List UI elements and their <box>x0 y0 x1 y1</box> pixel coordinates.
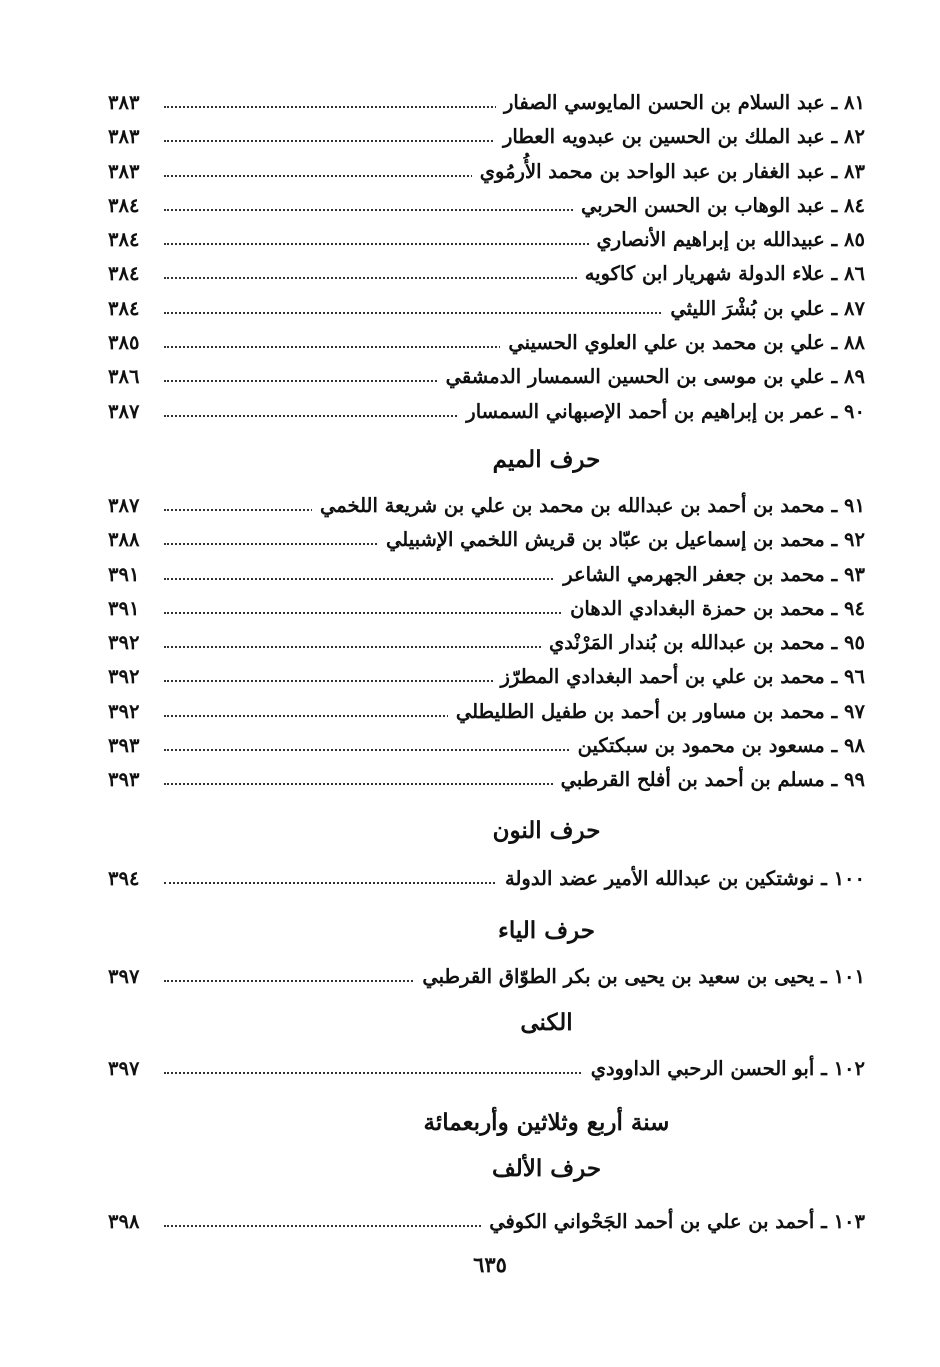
entry-page-number: ٣٩١ <box>108 558 156 592</box>
entry-title: ١٠٠ ـ نوشتكين بن عبدالله الأمير عضد الدولة <box>497 862 865 896</box>
entry-title: ٩٠ ـ عمر بن إبراهيم بن أحمد الإصبهاني السمسار <box>458 395 865 429</box>
entry-page-number: ٣٨٤ <box>108 257 156 291</box>
entry-title: ١٠٣ ـ أحمد بن علي بن أحمد الجَحْواني الكوفي <box>481 1205 865 1239</box>
entry-title: ٨١ ـ عبد السلام بن الحسن المايوسي الصفار <box>496 86 865 120</box>
entry-page-number: ٣٩١ <box>108 592 156 626</box>
toc-entry <box>108 489 865 523</box>
section-heading: حرف الميم <box>492 445 601 473</box>
entry-title: ٩٤ ـ محمد بن حمزة البغدادي الدهان <box>562 592 865 626</box>
entry-title: ٩٧ ـ محمد بن مساور بن أحمد بن طفيل الطليطلي <box>448 695 865 729</box>
section-heading: حرف الألف <box>491 1154 602 1182</box>
entry-title: ٩٥ ـ محمد بن عبدالله بن بُندار المَرْنْدي <box>541 626 865 660</box>
toc-entry <box>108 120 865 154</box>
entry-page-number: ٣٨٧ <box>108 489 156 523</box>
toc-entry <box>108 862 865 896</box>
entry-list <box>108 1052 865 1086</box>
entry-page-number: ٣٨٣ <box>108 155 156 189</box>
toc-entry <box>108 155 865 189</box>
section-heading: حرف الياء <box>498 916 595 944</box>
entry-list <box>108 1205 865 1239</box>
entry-page-number: ٣٩٧ <box>108 1052 156 1086</box>
entry-title: ٩٦ ـ محمد بن علي بن أحمد البغدادي المطرّز <box>493 660 865 694</box>
entry-title: ٩٨ ـ مسعود بن محمود بن سبكتكين <box>570 729 865 763</box>
toc-entry <box>108 626 865 660</box>
entry-page-number: ٣٨٣ <box>108 86 156 120</box>
entry-page-number: ٣٩٧ <box>108 960 156 994</box>
toc-entry <box>108 395 865 429</box>
entry-page-number: ٣٩٣ <box>108 729 156 763</box>
entry-title: ٨٩ ـ علي بن موسى بن الحسين السمسار الدمشقي <box>438 360 865 394</box>
section-heading: الكنى <box>520 1009 573 1037</box>
entry-title: ٨٥ ـ عبيدالله بن إبراهيم الأنصاري <box>589 223 865 257</box>
entry-title: ٩٢ ـ محمد بن إسماعيل بن عبّاد بن قريش اللخمي الإشبيلي <box>378 523 865 557</box>
entry-page-number: ٣٨٧ <box>108 395 156 429</box>
toc-entry <box>108 523 865 557</box>
entry-title: ٨٦ ـ علاء الدولة شهريار ابن كاكويه <box>577 257 865 291</box>
entry-page-number: ٣٨٣ <box>108 120 156 154</box>
entry-page-number: ٣٩٤ <box>108 862 156 896</box>
dot-leader <box>164 882 495 884</box>
table-of-contents <box>108 86 865 1239</box>
section-heading: حرف النون <box>492 816 601 844</box>
entry-title: ٩٩ ـ مسلم بن أحمد بن أفلح القرطبي <box>553 763 865 797</box>
entry-title: ٨٤ ـ عبد الوهاب بن الحسن الحربي <box>573 189 865 223</box>
entry-page-number: ٣٨٤ <box>108 292 156 326</box>
entry-page-number: ٣٩٣ <box>108 763 156 797</box>
entry-title: ٩٣ ـ محمد بن جعفر الجهرمي الشاعر <box>555 558 865 592</box>
toc-entry <box>108 360 865 394</box>
year-heading: سنة أربع وثلاثين وأربعمائة <box>423 1108 670 1136</box>
toc-entry <box>108 960 865 994</box>
entry-title: ٩١ ـ محمد بن أحمد بن عبدالله بن محمد بن علي بن شريعة اللخمي <box>312 489 865 523</box>
toc-entry <box>108 223 865 257</box>
entry-page-number: ٣٩٢ <box>108 626 156 660</box>
toc-entry <box>108 660 865 694</box>
toc-entry <box>108 292 865 326</box>
entry-page-number: ٣٩٢ <box>108 695 156 729</box>
toc-entry <box>108 763 865 797</box>
toc-entry <box>108 86 865 120</box>
entry-page-number: ٣٨٦ <box>108 360 156 394</box>
entry-page-number: ٣٨٤ <box>108 223 156 257</box>
page-number: ٦٣٥ <box>473 1252 507 1277</box>
entry-page-number: ٣٨٨ <box>108 523 156 557</box>
toc-entry <box>108 326 865 360</box>
entry-title: ٨٧ ـ علي بن بُشْرَ الليثي <box>662 292 865 326</box>
toc-entry <box>108 1052 865 1086</box>
entry-page-number: ٣٨٥ <box>108 326 156 360</box>
toc-entry <box>108 592 865 626</box>
entry-title: ١٠١ ـ يحيى بن سعيد بن يحيى بن بكر الطوّاق القرطبي <box>414 960 865 994</box>
entry-title: ٨٣ ـ عبد الغفار بن عبد الواحد بن محمد الأُرمُوي <box>472 155 865 189</box>
entry-list <box>108 960 865 994</box>
toc-entry <box>108 558 865 592</box>
entry-page-number: ٣٩٨ <box>108 1205 156 1239</box>
entry-list <box>108 86 865 429</box>
toc-entry <box>108 189 865 223</box>
entry-page-number: ٣٨٤ <box>108 189 156 223</box>
toc-entry <box>108 729 865 763</box>
toc-entry <box>108 1205 865 1239</box>
entry-title: ٨٢ ـ عبد الملك بن الحسين بن عبدويه العطار <box>495 120 865 154</box>
entry-list <box>108 862 865 896</box>
entry-list <box>108 489 865 798</box>
toc-entry <box>108 695 865 729</box>
entry-title: ٨٨ ـ علي بن محمد بن علي العلوي الحسيني <box>500 326 865 360</box>
entry-title: ١٠٢ ـ أبو الحسن الرحبي الداوودي <box>583 1052 865 1086</box>
entry-page-number: ٣٩٢ <box>108 660 156 694</box>
toc-entry <box>108 257 865 291</box>
